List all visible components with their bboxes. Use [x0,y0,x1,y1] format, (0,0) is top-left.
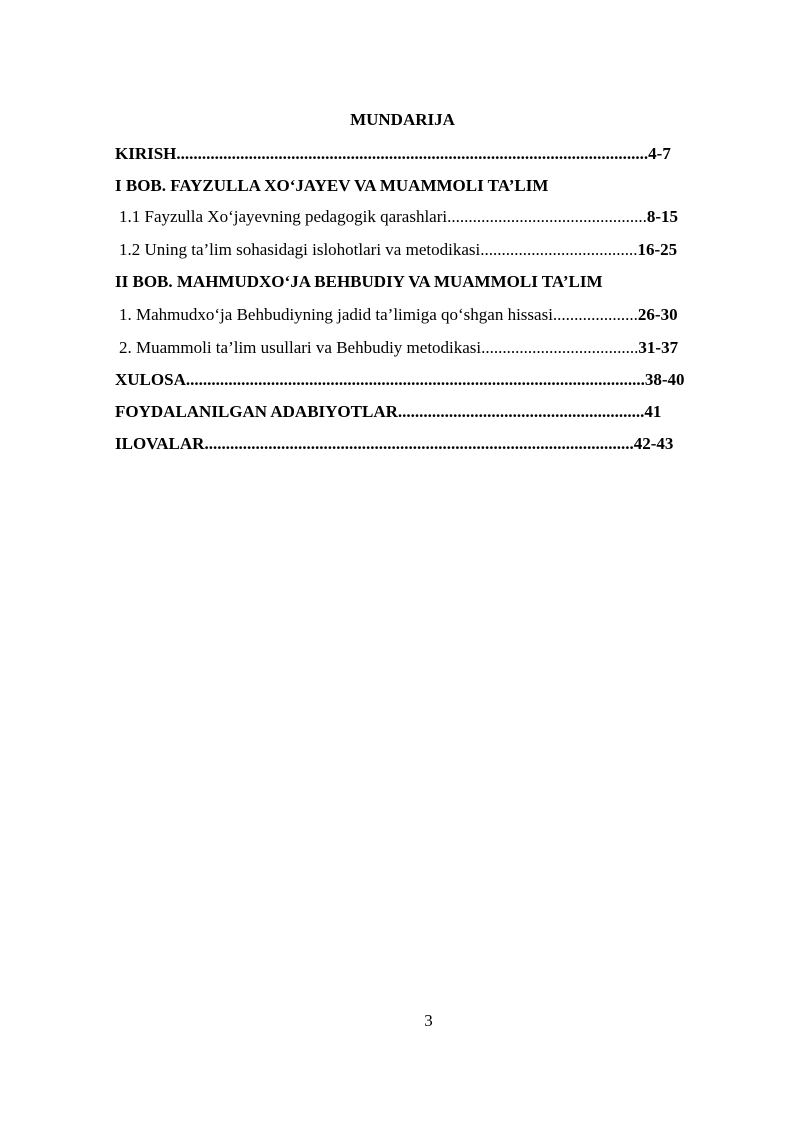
toc-page-number: 4-7 [648,144,671,163]
toc-page-number: 38-40 [644,370,685,389]
toc-entry-1-1 [119,206,678,228]
toc-entry-kirish [115,143,671,165]
toc-entry-text: 1.2 Uning ta’lim sohasidagi islohotlari va metodikasi [119,240,481,259]
toc-entry-text: II BOB. MAHMUDXO‘JA BEHBUDIY VA MUAMMOLI TA’LIM [115,272,603,291]
toc-entry-2-2 [119,337,678,359]
toc-entry-text: I BOB. FAYZULLA XO‘JAYEV VA MUAMMOLI TA’LIM [115,176,549,195]
toc-entry-text: 2. Muammoli ta’lim usullari va Behbudiy metodikasi [119,338,482,357]
toc-leader-dots: .......................................................... [397,402,645,421]
toc-entry-text: 1.1 Fayzulla Xo‘jayevning pedagogik qarashlari [119,207,448,226]
toc-leader-dots: ..................................... [480,240,638,259]
toc-leader-dots: ..................................................................................................... [204,434,634,453]
toc-entry-2-1 [119,304,678,326]
toc-entry-1-2 [119,239,677,261]
toc-entry-text: ILOVALAR [115,434,205,453]
toc-leader-dots: ............................................... [447,207,647,226]
toc-page-number: 16-25 [637,240,678,259]
toc-entry-xulosa [115,369,685,391]
toc-page-number: 26-30 [637,305,678,324]
toc-entry-text: KIRISH [115,144,177,163]
toc-page-number: 42-43 [633,434,674,453]
toc-leader-dots: ..................................... [481,338,639,357]
toc-title: MUNDARIJA [350,110,455,129]
toc-chapter-1-heading [115,175,548,197]
toc-entry-text: FOYDALANILGAN ADABIYOTLAR [115,402,398,421]
toc-page-number: 31-37 [638,338,679,357]
toc-entry-text: 1. Mahmudxo‘ja Behbudiyning jadid ta’limiga qo‘shgan hissasi [119,305,553,324]
toc-leader-dots: .................... [552,305,638,324]
toc-chapter-2-heading [115,271,603,293]
toc-leader-dots: ............................................................................................................... [176,144,649,163]
toc-page-number: 8-15 [646,207,679,226]
toc-leader-dots: ............................................................................................................ [185,370,645,389]
toc-page-number: 41 [644,402,662,421]
toc-entry-ilovalar [115,433,673,455]
toc-entry-text: XULOSA [115,370,186,389]
toc-entry-adabiyotlar [115,401,661,423]
page-number: 3 [424,1011,433,1030]
